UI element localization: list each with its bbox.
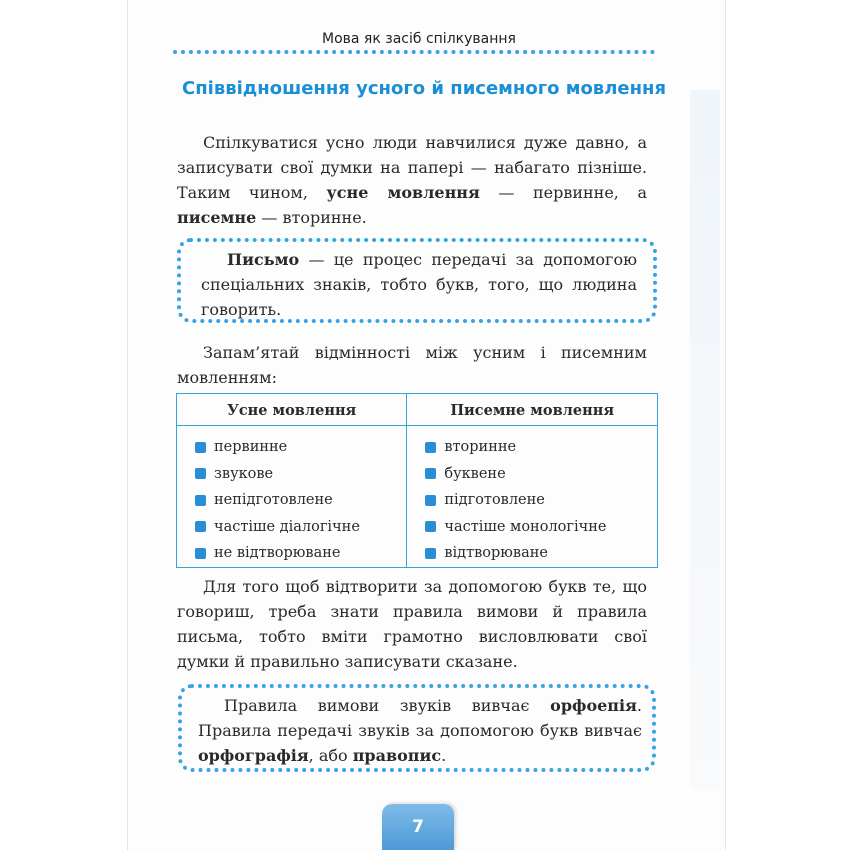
item-text: не відтворюване	[214, 545, 341, 562]
term-writing: Письмо	[227, 250, 300, 269]
square-bullet-icon	[195, 548, 206, 559]
remember-paragraph: Запам’ятай відмінності між усним і писемним мовленням:	[177, 343, 647, 387]
rules-text	[198, 693, 642, 768]
intro-text-3: — вторинне.	[256, 208, 367, 227]
term-orthoepy: орфоепія	[550, 696, 637, 715]
page-number-tab: 7	[382, 804, 454, 850]
list-item	[425, 461, 657, 488]
list-item	[195, 514, 406, 541]
list-item	[195, 434, 406, 461]
oral-column	[177, 426, 407, 568]
list-item	[425, 540, 657, 567]
item-text: буквене	[444, 465, 506, 482]
square-bullet-icon	[195, 468, 206, 479]
item-text: підготовлене	[444, 492, 545, 509]
square-bullet-icon	[195, 442, 206, 453]
definition-body: — це процес передачі за допомогою спеціальних знаків, тобто букв, того, що людина говорить.	[201, 250, 637, 319]
square-bullet-icon	[425, 468, 436, 479]
rules-text-1: Правила вимови звуків вивчає	[224, 696, 551, 715]
intro-paragraph	[177, 130, 647, 230]
term-written-speech: писемне	[177, 208, 257, 227]
item-text: відтворюване	[444, 545, 548, 562]
rules-text-2: . Правила передачі звуків за допомогою букв вивчає	[198, 696, 642, 740]
rules-text-4: .	[441, 746, 447, 765]
square-bullet-icon	[425, 442, 436, 453]
square-bullet-icon	[425, 548, 436, 559]
rules-text-3: , або	[308, 746, 353, 765]
list-item	[195, 461, 406, 488]
square-bullet-icon	[425, 495, 436, 506]
item-text: непідготовлене	[214, 492, 333, 509]
item-text: частіше діалогічне	[214, 518, 360, 535]
written-column	[407, 426, 658, 568]
header-dotted-divider	[173, 50, 655, 54]
intro-text-1: Спілкуватися усно люди навчилися дуже давно, а записувати свої думки на папері — набагато пізніше. Таким чином,	[177, 133, 647, 202]
list-item	[195, 487, 406, 514]
list-item	[195, 540, 406, 567]
item-text: частіше монологічне	[444, 518, 607, 535]
term-orthography: орфографія	[198, 746, 309, 765]
list-item	[425, 487, 657, 514]
intro-text-2: — первинне, а	[479, 183, 647, 202]
square-bullet-icon	[195, 495, 206, 506]
term-oral-speech: усне мовлення	[326, 183, 480, 202]
show-through-shadow	[690, 90, 720, 790]
definition-text	[201, 247, 637, 322]
rules-paragraph: Для того щоб відтворити за допомогою букв те, що говориш, треба знати правила вимови й правила письма, тобто вміти грамотно висловлювати свої думки й правильно записувати сказане.	[177, 577, 647, 671]
term-spelling: правопис	[352, 746, 442, 765]
header-oral: Усне мовлення	[177, 394, 407, 426]
item-text: вторинне	[444, 439, 517, 456]
rules-box	[178, 684, 656, 772]
definition-box	[177, 238, 657, 323]
item-text: звукове	[214, 465, 274, 482]
square-bullet-icon	[425, 521, 436, 532]
section-title: Співвідношення усного й писемного мовлення	[182, 78, 667, 99]
item-text: первинне	[214, 439, 288, 456]
list-item	[425, 434, 657, 461]
header-written: Писемне мовлення	[407, 394, 658, 426]
comparison-table	[176, 393, 658, 568]
list-item	[425, 514, 657, 541]
square-bullet-icon	[195, 521, 206, 532]
running-header: Мова як засіб спілкування	[322, 31, 516, 47]
